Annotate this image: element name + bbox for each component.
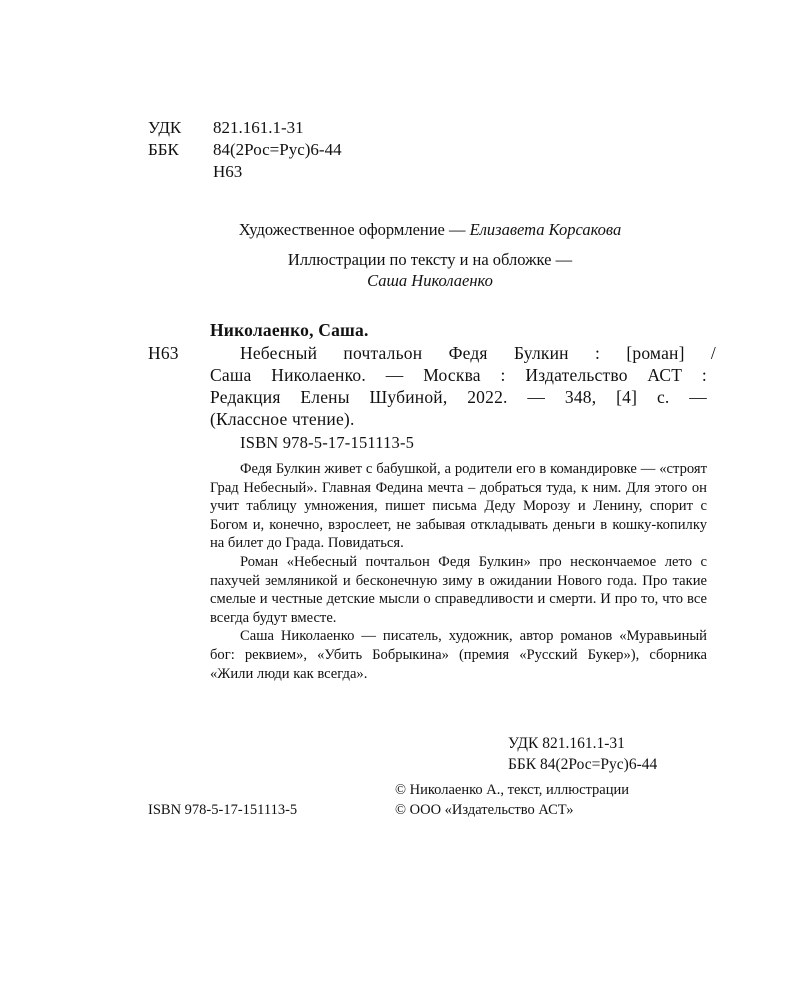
bbk-label: ББК [148,140,179,159]
footer-bbk: ББК 84(2Рос=Рус)6-44 [508,756,658,773]
record-author: Николаенко, Саша. [210,320,369,340]
record-mark: Н63 [148,343,179,363]
design-credit-name: Елизавета Корсакова [469,220,622,239]
record-line-4: (Классное чтение). [210,409,355,429]
record-isbn: ISBN 978-5-17-151113-5 [240,433,415,452]
annotation-paragraph-3: Саша Николаенко — писатель, художник, автор романов «Муравьиный бог: реквием», «Убить Бобрыкина» (премия «Русский Букер»), сборника «Жили люди как всегда». [210,628,707,682]
design-credit [0,220,800,240]
record-line-2: Саша Николаенко. — Москва : Издательство АСТ : [210,365,707,385]
udk-label: УДК [148,118,182,137]
copyright-author: © Николаенко А., текст, иллюстрации [395,782,630,798]
record-line-3: Редакция Елены Шубиной, 2022. — 348, [4] с. — [210,387,707,407]
footer-isbn: ISBN 978-5-17-151113-5 [148,802,298,818]
record-line-1: Небесный почтальон Федя Булкин : [роман] / [240,343,716,363]
bbk-value: 84(2Рос=Рус)6-44 [213,140,342,159]
udk-value: 821.161.1-31 [213,118,304,137]
annotation-paragraph-1: Федя Булкин живет с бабушкой, а родители его в командировке — «строят Град Небесный». Главная Федина мечта – добраться туда, к ним. Для этого он учит таблицу умножения, пишет письма Деду Морозу и Ленину, спорит с Богом и, конечно, взрослеет, не забывая откладывать деньги в кошку-копилку на билет до Града. Повидаться. [210,461,707,552]
author-mark: Н63 [213,162,243,181]
design-credit-label: Художественное оформление — [238,220,470,239]
copyright-publisher: © ООО «Издательство АСТ» [395,802,574,818]
illustration-credit-name: Саша Николаенко [367,271,493,290]
annotation [210,460,707,683]
illustration-credit-label: Иллюстрации по тексту и на обложке — [287,250,573,269]
footer-udk: УДК 821.161.1-31 [508,735,625,752]
annotation-paragraph-2: Роман «Небесный почтальон Федя Булкин» про нескончаемое лето с пахучей земляникой и бесконечную зиму в ожидании Нового года. Про такие смелые и честные детские мысли о справедливости и смерти. И про то, что все всегда будут вместе. [210,553,707,626]
